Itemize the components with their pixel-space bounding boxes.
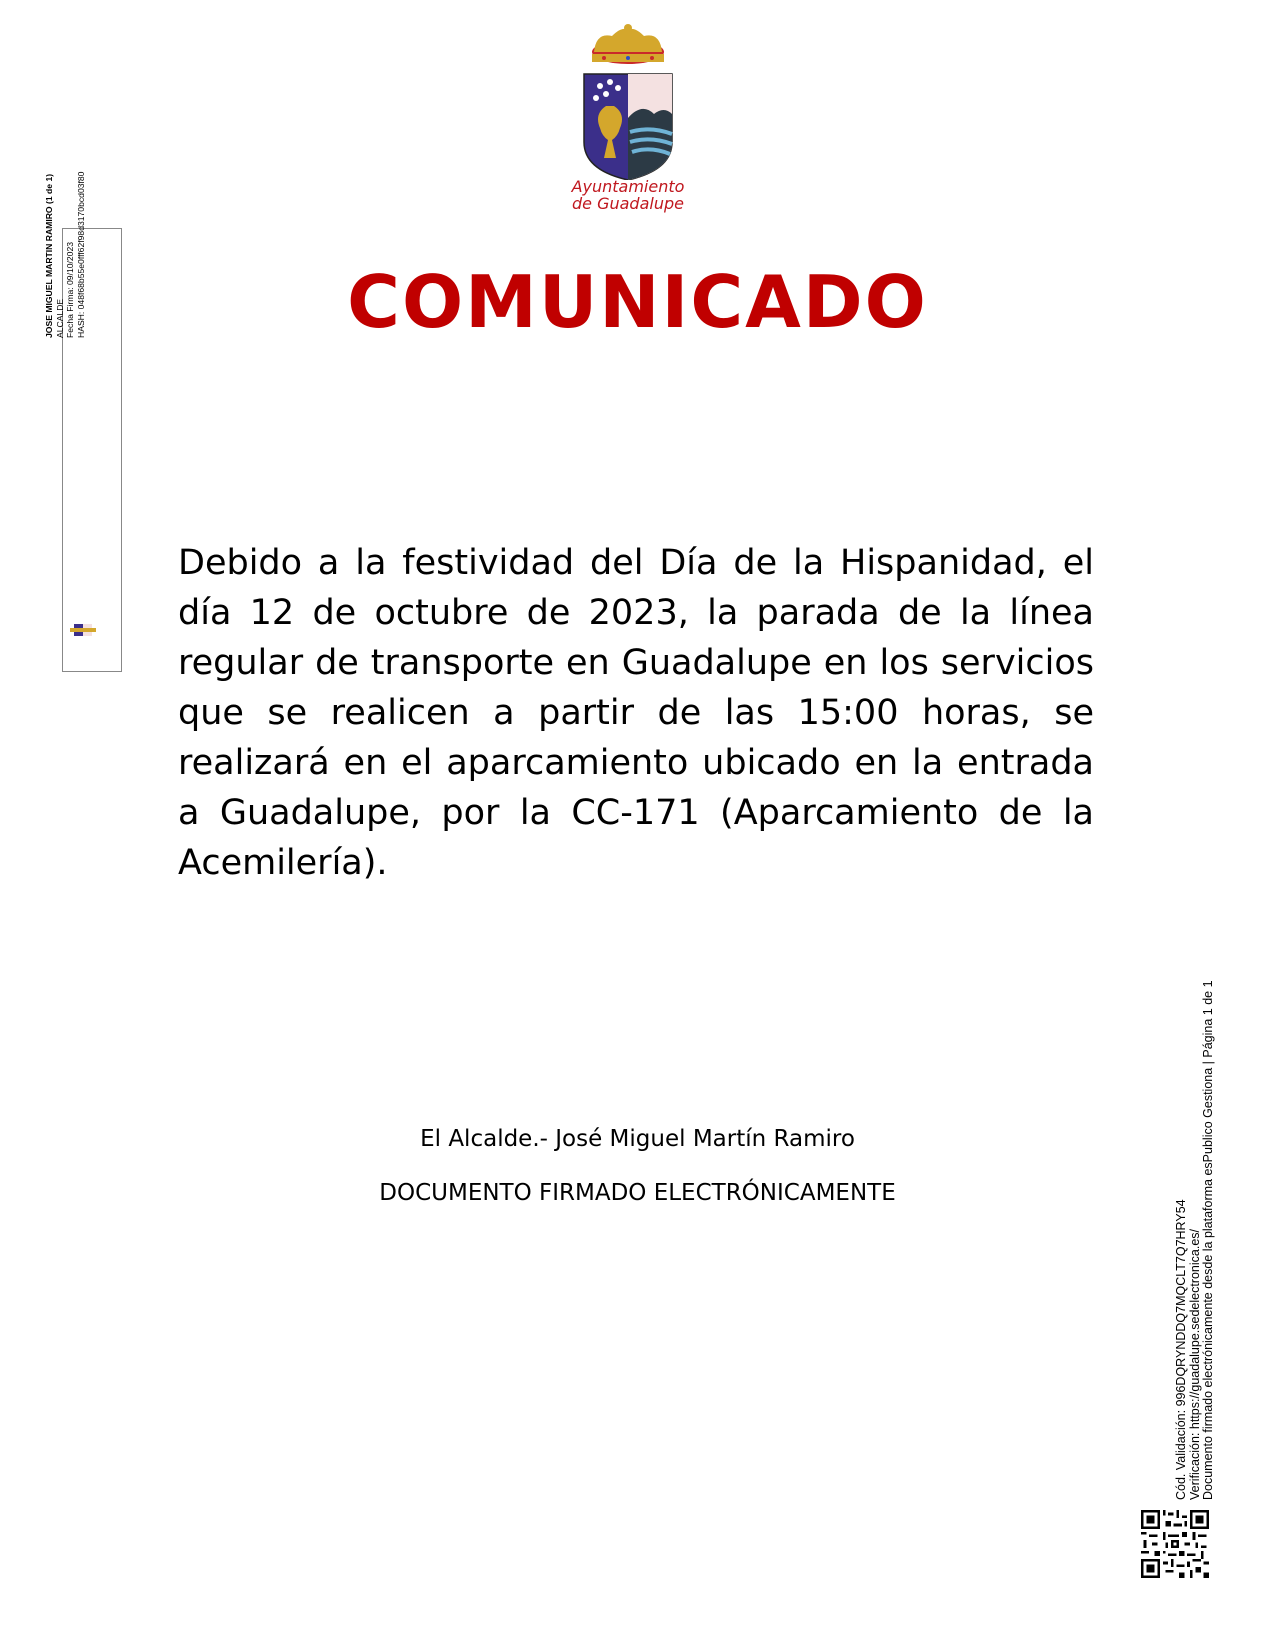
stamp-signer-name: JOSE MIGUEL MARTIN RAMIRO (1 de 1) [44,173,54,338]
stamp-signature-date: Fecha Firma: 09/10/2023 [65,241,75,338]
signed-note: DOCUMENTO FIRMADO ELECTRÓNICAMENTE [379,1180,896,1206]
verification-url[interactable]: Verificación: https://guadalupe.sedelectronica.es/ [1187,1228,1202,1500]
verification-info [1175,980,1216,1500]
qr-code-icon[interactable] [1141,1510,1209,1578]
body-paragraph: Debido a la festividad del Día de la Hispanidad, el día 12 de octubre de 2023, la parada de la línea regular de transporte en Guadalupe en los servicios que se realicen a partir de las 15:00 horas, se realizará en el aparcamiento ubicado en la entrada a Guadalupe, por la CC-171 (Aparcamiento de la Acemilería). [178,543,1094,883]
platform-note: Documento firmado electrónicamente desde la plataforma esPublico Gestiona | Página 1 de 1 [1201,980,1215,1500]
crest-caption-line1: Ayuntamiento [571,177,685,196]
crown-icon [592,24,664,64]
crest-caption [520,178,736,212]
signer-line: El Alcalde.- José Miguel Martín Ramiro [420,1126,855,1152]
signature-stamp-text [44,118,86,338]
crest-logo [582,22,674,180]
stamp-hash: HASH: 048f68b55e0fff62f98d3170bcd03f80 [75,171,86,338]
stamp-logo-icon [68,620,98,638]
stamp-signer-role: ALCALDE [54,298,65,338]
document-title: COMUNICADO [347,260,928,344]
validation-code: Cód. Validación: 996DQRYNDDQ7MQCLT7Q7HRY54 [1174,1199,1188,1500]
crest-caption-line2: de Guadalupe [572,194,684,213]
shield-icon [584,74,672,180]
